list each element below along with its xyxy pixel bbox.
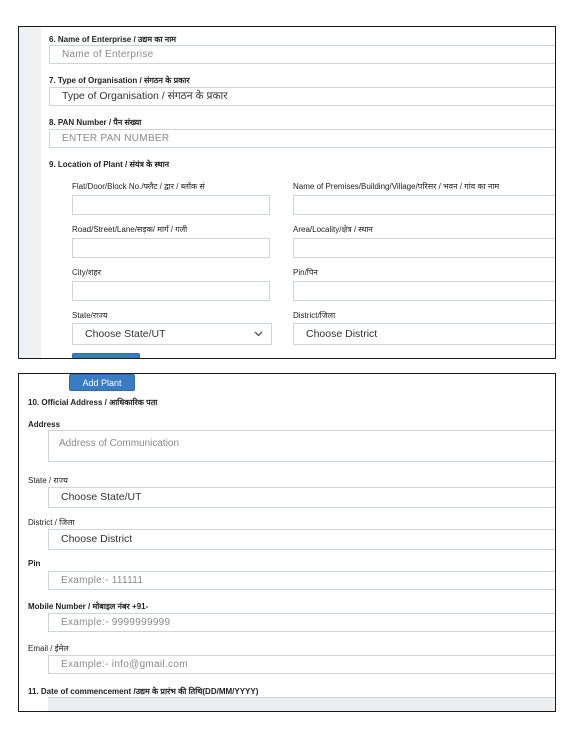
email-label: Email / ईमेल	[28, 644, 69, 653]
q7-label: 7. Type of Organisation / संगठन के प्रकार	[49, 76, 190, 85]
area-input[interactable]	[293, 238, 556, 258]
flat-label: Flat/Door/Block No./फ्लैट / द्वार / ब्लॉक सं	[72, 182, 205, 191]
address-label: Address	[28, 420, 61, 429]
pan-number-input[interactable]: ENTER PAN NUMBER	[49, 129, 556, 148]
enterprise-name-input[interactable]: Name of Enterprise	[49, 45, 556, 64]
q6-label: 6. Name of Enterprise / उद्यम का नाम	[49, 35, 177, 44]
flat-input[interactable]	[72, 195, 270, 215]
left-gutter	[19, 27, 41, 358]
q11-label: 11. Date of commencement /उद्यम के प्रारंभ की तिथि(DD/MM/YYYY)	[28, 687, 259, 696]
organisation-type-select[interactable]: Type of Organisation / संगठन के प्रकार	[49, 87, 556, 106]
road-label: Road/Street/Lane/सड़क/ मार्ग / गली	[72, 225, 188, 234]
plant-district-value: Choose District	[306, 328, 378, 340]
premises-input[interactable]	[293, 195, 556, 215]
add-plant-button[interactable]: Add Plant	[69, 374, 135, 391]
q10-label: 10. Official Address / आधिकारिक पता	[28, 398, 158, 407]
address-textarea[interactable]: Address of Communication	[48, 430, 556, 462]
city-input[interactable]	[72, 281, 270, 301]
plant-state-select[interactable]	[72, 323, 272, 345]
pin-label: Pin/पिन	[293, 268, 318, 277]
q8-label: 8. PAN Number / पैन संख्या	[49, 118, 142, 127]
commencement-date-input[interactable]	[48, 697, 556, 712]
official-pin-label: Pin	[28, 559, 41, 568]
plant-district-select[interactable]	[293, 323, 556, 345]
premises-label: Name of Premises/Building/Village/परिसर / भवन / गांव का नाम	[293, 182, 500, 191]
enterprise-details-panel	[18, 26, 556, 359]
road-input[interactable]	[72, 238, 270, 258]
official-state-select[interactable]: Choose State/UT	[48, 487, 556, 508]
official-state-label: State / राज्य	[28, 476, 68, 485]
city-label: City/शहर	[72, 268, 101, 277]
q9-label: 9. Location of Plant / संयंत्र के स्थान	[49, 160, 170, 169]
email-input[interactable]: Example:- info@gmail.com	[48, 655, 556, 674]
district-label: District/जिला	[293, 311, 336, 320]
chevron-down-icon	[254, 324, 263, 351]
plant-state-value: Choose State/UT	[85, 328, 166, 340]
state-label: State/राज्य	[72, 311, 108, 320]
mobile-input[interactable]: Example:- 9999999999	[48, 613, 556, 632]
add-plant-button-partial[interactable]	[72, 353, 140, 359]
official-pin-input[interactable]: Example:- 111111	[48, 571, 556, 590]
mobile-label: Mobile Number / मोबाइल नंबर +91-	[28, 602, 149, 611]
official-district-select[interactable]: Choose District	[48, 529, 556, 550]
official-address-panel	[18, 373, 556, 712]
area-label: Area/Locality/क्षेत्र / स्थान	[293, 225, 373, 234]
pin-input[interactable]	[293, 281, 556, 301]
official-district-label: District / जिला	[28, 518, 75, 527]
